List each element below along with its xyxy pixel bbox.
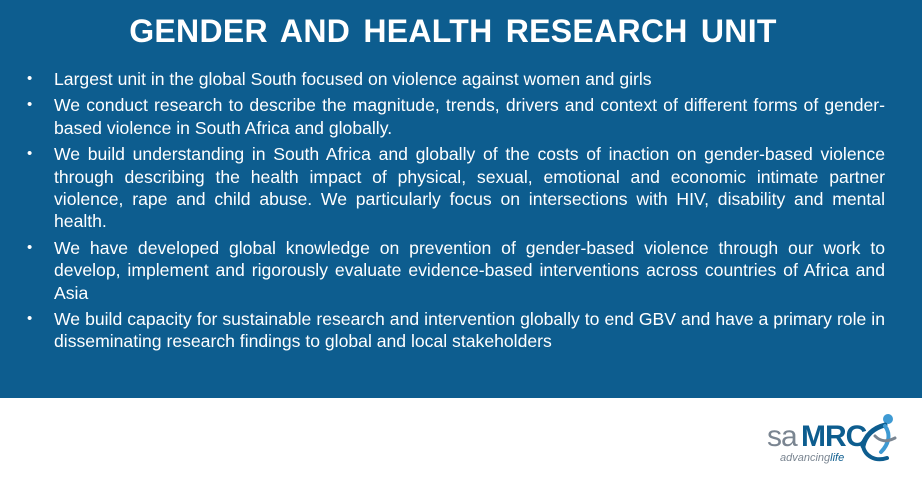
samrc-logo bbox=[767, 412, 907, 468]
logo-tagline-advancing: advancing bbox=[780, 452, 831, 464]
bullet-marker: • bbox=[27, 310, 33, 328]
bullet-item bbox=[27, 94, 885, 139]
bullet-text: Largest unit in the global South focused on violence against women and girls bbox=[54, 69, 652, 89]
bullet-item bbox=[27, 237, 885, 304]
slide-title: GENDER AND HEALTH RESEARCH UNIT bbox=[129, 13, 777, 49]
bullet-item bbox=[27, 68, 885, 90]
logo-tagline bbox=[780, 452, 844, 464]
bullet-text: We have developed global knowledge on prevention of gender-based violence through our work to develop, implement and rigorously evaluate evidence-based interventions across countries of Africa and Asia bbox=[54, 237, 885, 303]
bullet-item bbox=[27, 308, 885, 353]
bullet-text: We build capacity for sustainable research and intervention globally to end GBV and have a primary role in disseminating research findings to global and local stakeholders bbox=[54, 309, 885, 352]
bullet-list bbox=[27, 68, 885, 357]
running-figure-icon bbox=[855, 412, 901, 468]
bullet-marker: • bbox=[27, 96, 33, 114]
bullet-text: We conduct research to describe the magnitude, trends, drivers and context of different forms of gender-based violence in South Africa and globally. bbox=[54, 95, 885, 138]
bullet-text: We build understanding in South Africa and globally of the costs of inaction on gender-based violence through describing the health impact of physical, sexual, emotional and economic intimate partner violence, rape and child abuse. We particularly focus on intersections with HIV, disability and mental health. bbox=[54, 144, 885, 232]
logo-prefix: sa bbox=[767, 420, 797, 453]
bullet-marker: • bbox=[27, 145, 33, 163]
bullet-marker: • bbox=[27, 238, 33, 256]
bullet-item bbox=[27, 143, 885, 233]
bullet-marker: • bbox=[27, 70, 33, 87]
logo-name: MRC bbox=[801, 420, 867, 453]
logo-tagline-life: life bbox=[830, 452, 845, 464]
